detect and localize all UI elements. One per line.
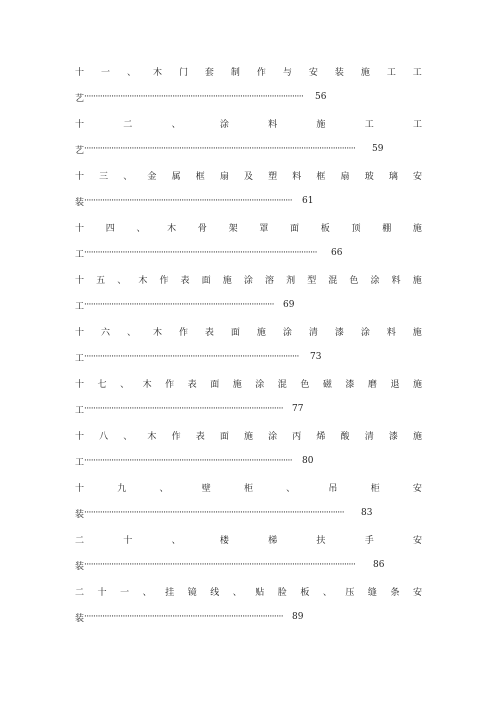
title-char: 施 (316, 119, 326, 130)
page-number: 61 (302, 196, 314, 206)
dot-leader: ···························································································· (84, 456, 293, 466)
title-char: 线 (210, 587, 220, 598)
toc-leader-line (75, 246, 342, 260)
title-char: 与 (282, 67, 292, 78)
page-number: 59 (372, 144, 384, 154)
toc-leader-line (75, 610, 303, 624)
title-char: 施 (243, 431, 253, 442)
toc-entry-title (75, 583, 422, 599)
title-char: 作 (159, 275, 169, 286)
title-char: 、 (232, 587, 242, 598)
title-char: 工 (364, 119, 374, 130)
title-char: 、 (171, 535, 181, 546)
title-char: 装 (334, 67, 344, 78)
toc-entry-title-end: 艺 (75, 93, 85, 104)
page-number: 77 (292, 404, 304, 414)
toc-leader-line (75, 142, 383, 156)
title-char: 磁 (322, 379, 332, 390)
title-char: 缝 (367, 587, 377, 598)
title-char: 十 (75, 275, 85, 286)
toc-entry (75, 63, 422, 115)
title-char: 型 (307, 275, 317, 286)
title-char: 作 (178, 327, 188, 338)
title-char: 吊 (328, 483, 338, 494)
title-char: 一 (100, 67, 110, 78)
title-char: 十 (75, 483, 85, 494)
toc-entry-title (75, 531, 422, 547)
dot-leader: ························································································································ (84, 144, 356, 154)
title-char: 、 (171, 119, 181, 130)
title-char: 漆 (334, 327, 344, 338)
toc-entry-title-end: 装 (75, 509, 85, 520)
title-char: 施 (412, 431, 422, 442)
title-char: 十 (75, 379, 85, 390)
title-char: 施 (412, 223, 422, 234)
title-char: 、 (159, 483, 169, 494)
toc-entry (75, 167, 422, 219)
title-char: 工 (412, 67, 422, 78)
title-char: 二 (123, 119, 133, 130)
title-char: 清 (308, 327, 318, 338)
title-char: 五 (96, 275, 106, 286)
title-char: 扇 (219, 171, 229, 182)
title-char: 塑 (268, 171, 278, 182)
toc-entry-title (75, 427, 422, 443)
title-char: 板 (300, 587, 310, 598)
title-char: 十 (75, 431, 85, 442)
title-char: 八 (99, 431, 109, 442)
title-char: 色 (349, 275, 359, 286)
title-char: 料 (268, 119, 278, 130)
title-char: 壁 (201, 483, 211, 494)
title-char: 涂 (243, 275, 253, 286)
page-number: 69 (283, 300, 295, 310)
title-char: 面 (201, 275, 211, 286)
dot-leader: ···························································································· (84, 196, 293, 206)
title-char: 、 (136, 223, 146, 234)
title-char: 、 (123, 431, 133, 442)
dot-leader: ························································································ (84, 612, 283, 622)
title-char: 、 (126, 67, 136, 78)
dot-leader: ························································································ (84, 404, 283, 414)
title-char: 九 (117, 483, 127, 494)
title-char: 梯 (268, 535, 278, 546)
title-char: 、 (322, 587, 332, 598)
title-char: 顶 (351, 223, 361, 234)
toc-entry-title (75, 323, 422, 339)
title-char: 面 (219, 431, 229, 442)
title-char: 施 (232, 379, 242, 390)
title-char: 棚 (382, 223, 392, 234)
title-char: 施 (222, 275, 232, 286)
title-char: 金 (147, 171, 157, 182)
toc-entry-title-end: 装 (75, 613, 85, 624)
page-number: 80 (302, 456, 314, 466)
title-char: 压 (345, 587, 355, 598)
title-char: 木 (147, 431, 157, 442)
title-char: 涂 (268, 431, 278, 442)
dot-leader: ························································································································ (84, 560, 356, 570)
page-number: 66 (331, 248, 343, 258)
title-char: 施 (256, 327, 266, 338)
title-char: 安 (412, 483, 422, 494)
title-char: 漆 (388, 431, 398, 442)
title-char: 涂 (255, 379, 265, 390)
title-char: 挂 (165, 587, 175, 598)
title-char: 料 (292, 171, 302, 182)
title-char: 十 (75, 119, 85, 130)
title-char: 六 (100, 327, 110, 338)
title-char: 木 (142, 379, 152, 390)
title-char: 料 (391, 275, 401, 286)
title-char: 涂 (219, 119, 229, 130)
toc-entry (75, 219, 422, 271)
title-char: 安 (412, 535, 422, 546)
title-char: 十 (123, 535, 133, 546)
title-char: 贴 (255, 587, 265, 598)
title-char: 作 (171, 431, 181, 442)
title-char: 四 (105, 223, 115, 234)
toc-entry-title-end: 艺 (75, 145, 85, 156)
title-char: 表 (187, 379, 197, 390)
title-char: 板 (320, 223, 330, 234)
page-number: 89 (292, 612, 304, 622)
title-char: 条 (390, 587, 400, 598)
title-char: 漆 (345, 379, 355, 390)
title-char: 退 (390, 379, 400, 390)
dot-leader: ···················································································· (84, 300, 274, 310)
title-char: 璃 (388, 171, 398, 182)
toc-entry-title-end: 装 (75, 197, 85, 208)
title-char: 二 (75, 535, 85, 546)
title-char: 门 (178, 67, 188, 78)
title-char: 框 (316, 171, 326, 182)
title-char: 表 (195, 431, 205, 442)
toc-entry-title (75, 115, 422, 131)
title-char: 、 (117, 275, 127, 286)
title-char: 镜 (187, 587, 197, 598)
toc-entry-title (75, 219, 422, 235)
title-char: 混 (328, 275, 338, 286)
title-char: 溶 (264, 275, 274, 286)
page-number: 56 (315, 92, 327, 102)
title-char: 罩 (259, 223, 269, 234)
title-char: 楼 (219, 535, 229, 546)
title-char: 安 (308, 67, 318, 78)
toc-entry (75, 427, 422, 479)
toc-entry-title-end: 工 (75, 353, 85, 364)
toc-leader-line (75, 454, 313, 468)
toc-entry-title (75, 167, 422, 183)
title-char: 混 (277, 379, 287, 390)
toc-entry (75, 271, 422, 323)
title-char: 剂 (286, 275, 296, 286)
title-char: 、 (123, 171, 133, 182)
title-char: 工 (412, 119, 422, 130)
toc-entry-title (75, 271, 422, 287)
title-char: 脸 (277, 587, 287, 598)
toc-entry (75, 115, 422, 167)
toc-entry (75, 531, 422, 583)
title-char: 安 (412, 587, 422, 598)
toc-entry-title-end: 工 (75, 405, 85, 416)
title-char: 二 (75, 587, 85, 598)
title-char: 涂 (360, 327, 370, 338)
toc-entry-title (75, 375, 422, 391)
dot-leader: ······························································································· (84, 352, 299, 362)
title-char: 施 (360, 67, 370, 78)
table-of-contents (75, 63, 422, 635)
title-char: 表 (180, 275, 190, 286)
title-char: 木 (167, 223, 177, 234)
page-number: 83 (361, 508, 373, 518)
title-char: 、 (286, 483, 296, 494)
title-char: 、 (120, 379, 130, 390)
toc-entry (75, 375, 422, 427)
title-char: 手 (364, 535, 374, 546)
title-char: 表 (204, 327, 214, 338)
dot-leader: ······································································································· (84, 248, 317, 258)
title-char: 清 (364, 431, 374, 442)
toc-entry-title-end: 工 (75, 249, 85, 260)
toc-leader-line (75, 350, 321, 364)
title-char: 丙 (292, 431, 302, 442)
title-char: 三 (99, 171, 109, 182)
title-char: 及 (243, 171, 253, 182)
page-number: 73 (310, 352, 322, 362)
title-char: 架 (228, 223, 238, 234)
title-char: 框 (195, 171, 205, 182)
toc-leader-line (75, 90, 326, 104)
title-char: 一 (120, 587, 130, 598)
title-char: 料 (386, 327, 396, 338)
title-char: 七 (97, 379, 107, 390)
title-char: 十 (75, 67, 85, 78)
title-char: 木 (152, 67, 162, 78)
title-char: 施 (412, 275, 422, 286)
toc-leader-line (75, 194, 313, 208)
title-char: 柜 (243, 483, 253, 494)
toc-entry (75, 323, 422, 375)
title-char: 施 (412, 327, 422, 338)
title-char: 十 (75, 327, 85, 338)
title-char: 骨 (197, 223, 207, 234)
dot-leader: ································································································· (84, 92, 304, 102)
title-char: 属 (171, 171, 181, 182)
title-char: 十 (75, 171, 85, 182)
title-char: 磨 (367, 379, 377, 390)
title-char: 玻 (364, 171, 374, 182)
title-char: 木 (152, 327, 162, 338)
toc-entry-title (75, 479, 422, 495)
title-char: 涂 (282, 327, 292, 338)
title-char: 色 (300, 379, 310, 390)
title-char: 面 (290, 223, 300, 234)
title-char: 施 (412, 379, 422, 390)
toc-leader-line (75, 558, 384, 572)
toc-entry (75, 479, 422, 531)
toc-leader-line (75, 506, 372, 520)
title-char: 十 (75, 223, 85, 234)
title-char: 扶 (316, 535, 326, 546)
toc-entry (75, 583, 422, 635)
title-char: 、 (142, 587, 152, 598)
title-char: 面 (230, 327, 240, 338)
page-number: 86 (373, 560, 385, 570)
dot-leader: ··················································································································· (84, 508, 345, 518)
title-char: 套 (204, 67, 214, 78)
title-char: 作 (165, 379, 175, 390)
toc-entry-title-end: 装 (75, 561, 85, 572)
title-char: 涂 (370, 275, 380, 286)
title-char: 作 (256, 67, 266, 78)
title-char: 木 (138, 275, 148, 286)
title-char: 制 (230, 67, 240, 78)
title-char: 酸 (340, 431, 350, 442)
toc-entry-title-end: 工 (75, 457, 85, 468)
toc-entry-title (75, 63, 422, 79)
toc-leader-line (75, 298, 294, 312)
title-char: 柜 (370, 483, 380, 494)
title-char: 面 (210, 379, 220, 390)
title-char: 工 (386, 67, 396, 78)
toc-leader-line (75, 402, 303, 416)
toc-entry-title-end: 工 (75, 301, 85, 312)
title-char: 烯 (316, 431, 326, 442)
title-char: 扇 (340, 171, 350, 182)
title-char: 、 (126, 327, 136, 338)
title-char: 安 (412, 171, 422, 182)
title-char: 十 (97, 587, 107, 598)
